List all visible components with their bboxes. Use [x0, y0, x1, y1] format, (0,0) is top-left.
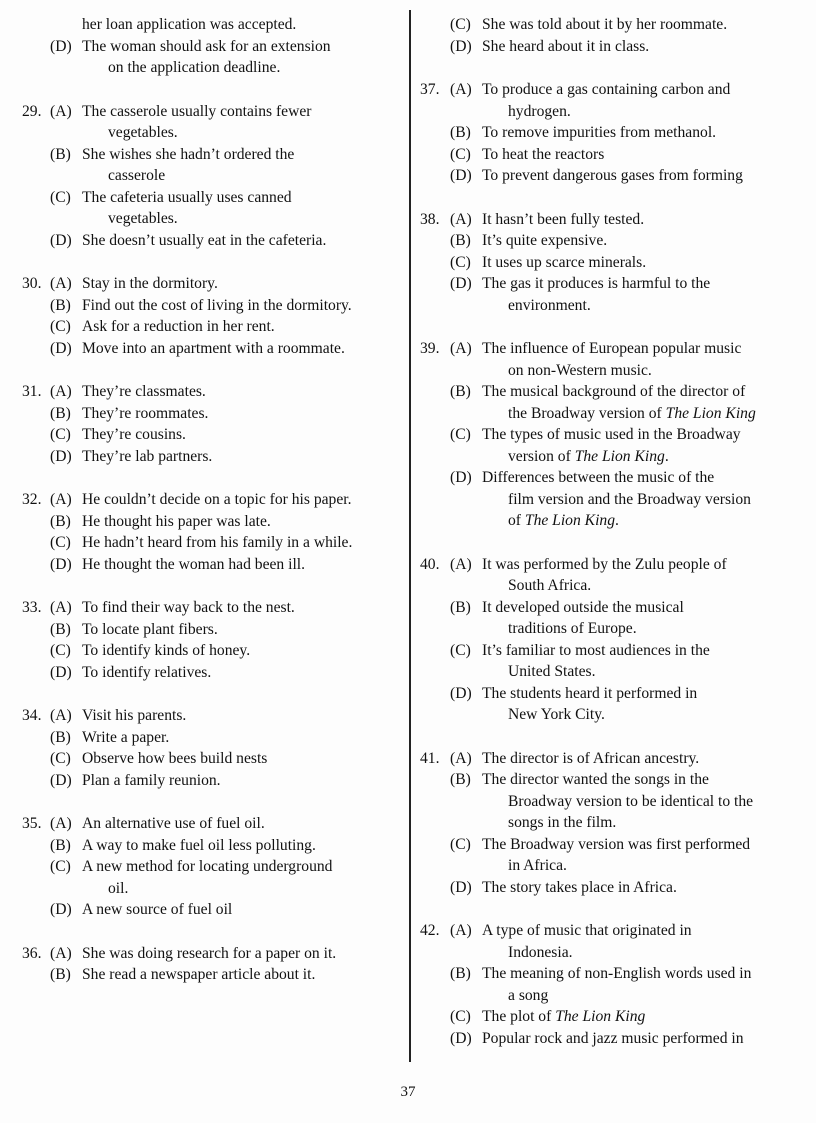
option-label: (C) [50, 858, 71, 875]
option-label: (D) [450, 275, 472, 292]
option-text-line: A new source of fuel oil [82, 901, 233, 918]
page-number: 37 [400, 1084, 416, 1100]
option-text-line: Stay in the dormitory. [82, 275, 218, 292]
answer-option [420, 230, 804, 252]
option-text-line: Write a paper. [82, 728, 170, 746]
option-label: (A) [50, 102, 72, 120]
question-number: 41. [420, 749, 440, 767]
option-text-line: her loan application was accepted. [82, 16, 297, 33]
answer-option [22, 835, 407, 857]
option-text-line: She heard about it in class. [482, 37, 650, 55]
option-text-line: Find out the cost of living in the dormitory. [82, 296, 352, 314]
option-text-line: She doesn’t usually eat in the cafeteria. [82, 231, 327, 249]
answer-option [22, 662, 407, 684]
option-label: (B) [450, 232, 471, 249]
option-text-line: hydrogen. [508, 102, 571, 120]
answer-option [420, 554, 804, 597]
option-label: (D) [450, 469, 472, 486]
option-text-line: The gas it produces is harmful to the [482, 275, 711, 292]
option-text-line: She read a newspaper article about it. [82, 966, 316, 983]
answer-option [22, 36, 407, 79]
answer-option [22, 597, 407, 619]
option-label: (B) [50, 512, 71, 530]
option-label: (A) [50, 491, 72, 508]
answer-option [22, 273, 407, 295]
title-italic: The Lion King [665, 404, 756, 422]
option-text-line: He thought the woman had been ill. [82, 555, 306, 573]
question-number: 36. [22, 944, 42, 962]
question-number: 39. [420, 340, 440, 357]
option-label: (A) [50, 599, 72, 616]
question-31 [22, 381, 407, 467]
option-label: (C) [50, 534, 71, 551]
option-text-line: The plot of The Lion King [482, 1008, 646, 1025]
option-text-line: United States. [508, 663, 596, 680]
title-italic: The Lion King [574, 447, 665, 465]
left-column [22, 14, 407, 1008]
answer-option [22, 187, 407, 230]
option-label: (D) [50, 231, 72, 249]
option-text-line: Plan a family reunion. [82, 771, 221, 789]
option-label: (B) [50, 966, 71, 983]
option-text-line: traditions of Europe. [508, 620, 637, 637]
answer-option [420, 467, 804, 532]
option-text-line: She was doing research for a paper on it. [82, 944, 337, 962]
option-text-line: To remove impurities from methanol. [482, 124, 717, 141]
option-text-line: An alternative use of fuel oil. [82, 815, 265, 832]
option-label: (B) [450, 124, 471, 141]
answer-option [22, 619, 407, 641]
option-text-line: oil. [108, 879, 129, 897]
option-label: (D) [450, 684, 472, 702]
option-text-line: in Africa. [508, 857, 567, 874]
option-text-line: A way to make fuel oil less polluting. [82, 836, 316, 854]
question-number: 34. [22, 707, 42, 724]
answer-option [420, 963, 804, 1006]
option-text-line: It’s familiar to most audiences in the [482, 641, 710, 659]
option-label: (C) [50, 318, 71, 335]
option-text-line: a song [508, 986, 549, 1004]
option-label: (D) [450, 37, 472, 55]
option-label: (A) [450, 749, 472, 767]
option-label: (B) [50, 145, 71, 163]
option-label: (B) [50, 836, 71, 854]
option-text-line: Differences between the music of the [482, 469, 715, 486]
answer-option [22, 101, 407, 144]
option-label: (D) [450, 1029, 472, 1047]
option-label: (C) [450, 16, 471, 33]
answer-option [22, 295, 407, 317]
question-33 [22, 597, 407, 683]
title-italic: The Lion King [524, 512, 616, 529]
option-text-line: vegetables. [108, 124, 178, 141]
option-text-line: version of The Lion King. [508, 447, 669, 465]
question-number: 35. [22, 815, 42, 832]
option-label: (A) [50, 815, 72, 832]
answer-option [22, 964, 407, 986]
question-number: 32. [22, 491, 42, 508]
option-text-line: songs in the film. [508, 814, 617, 831]
answer-option [22, 899, 407, 921]
answer-option [22, 640, 407, 662]
answer-option [420, 14, 804, 36]
option-text-line: It’s quite expensive. [482, 232, 608, 249]
answer-option [420, 79, 804, 122]
answer-option [420, 424, 804, 467]
question-36 [22, 943, 407, 986]
option-text-line: He hadn’t heard from his family in a while. [82, 534, 353, 551]
option-text-line: It was performed by the Zulu people of [482, 555, 727, 573]
option-label: (D) [50, 771, 72, 789]
option-label: (A) [450, 81, 472, 98]
option-text-line: It hasn’t been fully tested. [482, 210, 645, 228]
option-label: (C) [450, 1008, 471, 1025]
answer-option [420, 144, 804, 166]
option-label: (C) [50, 642, 71, 659]
answer-option [420, 381, 804, 424]
option-label: (D) [50, 555, 72, 573]
option-text-line: on non-Western music. [508, 361, 652, 379]
option-text-line: A new method for locating underground [82, 858, 333, 875]
option-label: (C) [450, 145, 471, 163]
question-number: 29. [22, 102, 42, 120]
option-text-line: The students heard it performed in [482, 684, 698, 702]
option-text-line: Indonesia. [508, 943, 573, 961]
column-divider [409, 10, 411, 1062]
option-label: (B) [450, 598, 471, 616]
answer-option [420, 36, 804, 58]
option-text-line: He thought his paper was late. [82, 512, 271, 530]
option-label: (D) [50, 663, 72, 681]
answer-option [420, 338, 804, 381]
question-number: 30. [22, 275, 42, 292]
option-text-line: The cafeteria usually uses canned [82, 188, 292, 206]
option-label: (D) [450, 878, 472, 896]
answer-option [420, 683, 804, 726]
option-text-line: New York City. [508, 706, 605, 723]
option-text-line: Broadway version to be identical to the [508, 792, 754, 810]
option-label: (B) [450, 965, 471, 982]
answer-option [22, 489, 407, 511]
option-label: (B) [50, 296, 71, 314]
option-text-line: They’re lab partners. [82, 447, 213, 465]
option-text-line: The meaning of non-English words used in [482, 965, 752, 982]
answer-option [22, 554, 407, 576]
question-42 [420, 920, 804, 1049]
option-text-line: Observe how bees build nests [82, 750, 268, 767]
option-text-line: They’re cousins. [82, 426, 186, 443]
option-text-line: environment. [508, 296, 591, 314]
option-text-line: To produce a gas containing carbon and [482, 81, 731, 98]
option-label: (A) [50, 707, 72, 724]
answer-option [420, 273, 804, 316]
option-text-line: Popular rock and jazz music performed in [482, 1029, 744, 1047]
option-text-line: To identify relatives. [82, 663, 212, 681]
answer-option [22, 144, 407, 187]
option-text-line: The types of music used in the Broadway [482, 426, 741, 443]
option-label: (A) [450, 555, 472, 573]
question-number: 40. [420, 555, 440, 573]
option-label: (D) [50, 339, 72, 357]
option-text-line: It developed outside the musical [482, 598, 684, 616]
answer-option [22, 316, 407, 338]
question-34 [22, 705, 407, 791]
answer-option [22, 230, 407, 252]
answer-option [22, 424, 407, 446]
question-number: 33. [22, 599, 42, 616]
question-38 [420, 209, 804, 317]
option-label: (D) [450, 167, 472, 184]
option-text-line: The director wanted the songs in the [482, 771, 709, 788]
option-text-line: To locate plant fibers. [82, 620, 218, 638]
option-text-line: South Africa. [508, 577, 592, 594]
option-label: (C) [50, 750, 71, 767]
question-40 [420, 554, 804, 726]
option-text-line: Visit his parents. [82, 707, 187, 724]
question-left_column-continued [22, 14, 407, 79]
answer-option [22, 338, 407, 360]
option-label: (A) [50, 383, 72, 400]
answer-option [22, 403, 407, 425]
answer-option [22, 14, 407, 36]
question-41 [420, 748, 804, 899]
option-text-line: To prevent dangerous gases from forming [482, 167, 743, 184]
answer-option [420, 597, 804, 640]
option-text-line: They’re classmates. [82, 383, 206, 400]
question-number: 31. [22, 383, 42, 400]
answer-option [420, 252, 804, 274]
option-label: (A) [450, 340, 472, 357]
option-text-line: He couldn’t decide on a topic for his paper. [82, 491, 352, 508]
option-text-line: The casserole usually contains fewer [82, 102, 312, 120]
answer-option [420, 165, 804, 187]
answer-option [420, 877, 804, 899]
option-label: (C) [450, 426, 471, 443]
option-text-line: It uses up scarce minerals. [482, 253, 647, 271]
answer-option [420, 748, 804, 770]
option-text-line: of The Lion King. [508, 512, 619, 529]
option-label: (B) [450, 383, 471, 400]
answer-option [22, 943, 407, 965]
option-text-line: the Broadway version of The Lion King [508, 404, 756, 422]
question-30 [22, 273, 407, 359]
option-label: (A) [50, 944, 72, 962]
option-text-line: The musical background of the director of [482, 383, 746, 400]
question-39 [420, 338, 804, 532]
option-label: (C) [450, 253, 471, 271]
option-text-line: To find their way back to the nest. [82, 599, 295, 616]
question-right_column-continued [420, 14, 804, 57]
answer-option [420, 209, 804, 231]
option-label: (A) [50, 275, 72, 292]
answer-option [22, 511, 407, 533]
option-text-line: She was told about it by her roommate. [482, 16, 728, 33]
option-label: (B) [50, 620, 71, 638]
option-text-line: The Broadway version was first performed [482, 835, 751, 853]
answer-option [420, 834, 804, 877]
option-label: (D) [50, 901, 72, 918]
option-text-line: The influence of European popular music [482, 340, 742, 357]
option-label: (C) [450, 835, 471, 853]
option-text-line: Move into an apartment with a roommate. [82, 339, 345, 357]
option-text-line: on the application deadline. [108, 59, 281, 76]
answer-option [22, 748, 407, 770]
question-number: 42. [420, 922, 440, 939]
answer-option [22, 381, 407, 403]
option-text-line: She wishes she hadn’t ordered the [82, 145, 295, 163]
option-label: (D) [50, 37, 72, 55]
answer-option [420, 920, 804, 963]
answer-option [420, 1028, 804, 1050]
option-text-line: vegetables. [108, 210, 178, 227]
answer-option [22, 705, 407, 727]
option-text-line: A type of music that originated in [482, 922, 692, 939]
answer-option [22, 770, 407, 792]
question-37 [420, 79, 804, 187]
option-label: (C) [50, 188, 71, 206]
option-label: (B) [50, 728, 71, 746]
answer-option [22, 856, 407, 899]
option-text-line: The woman should ask for an extension [82, 37, 331, 55]
answer-option [22, 727, 407, 749]
option-text-line: casserole [108, 167, 166, 184]
right-column [420, 14, 804, 1071]
option-text-line: The story takes place in Africa. [482, 878, 677, 896]
title-italic: The Lion King [555, 1008, 646, 1025]
answer-option [420, 640, 804, 683]
answer-option [22, 532, 407, 554]
option-label: (C) [450, 641, 471, 659]
answer-option [420, 1006, 804, 1028]
option-text-line: They’re roommates. [82, 404, 209, 422]
option-label: (C) [50, 426, 71, 443]
answer-option [22, 813, 407, 835]
option-label: (B) [450, 771, 471, 788]
option-label: (D) [50, 447, 72, 465]
option-text-line: To identify kinds of honey. [82, 642, 251, 659]
question-number: 38. [420, 210, 440, 228]
answer-option [22, 446, 407, 468]
answer-option [420, 122, 804, 144]
answer-option [420, 769, 804, 834]
option-text-line: The director is of African ancestry. [482, 749, 700, 767]
option-label: (A) [450, 922, 472, 939]
question-32 [22, 489, 407, 575]
option-label: (A) [450, 210, 472, 228]
question-35 [22, 813, 407, 921]
option-label: (B) [50, 404, 71, 422]
question-29 [22, 101, 407, 252]
option-text-line: To heat the reactors [482, 145, 605, 163]
option-text-line: Ask for a reduction in her rent. [82, 318, 275, 335]
question-number: 37. [420, 81, 440, 98]
option-text-line: film version and the Broadway version [508, 490, 751, 508]
